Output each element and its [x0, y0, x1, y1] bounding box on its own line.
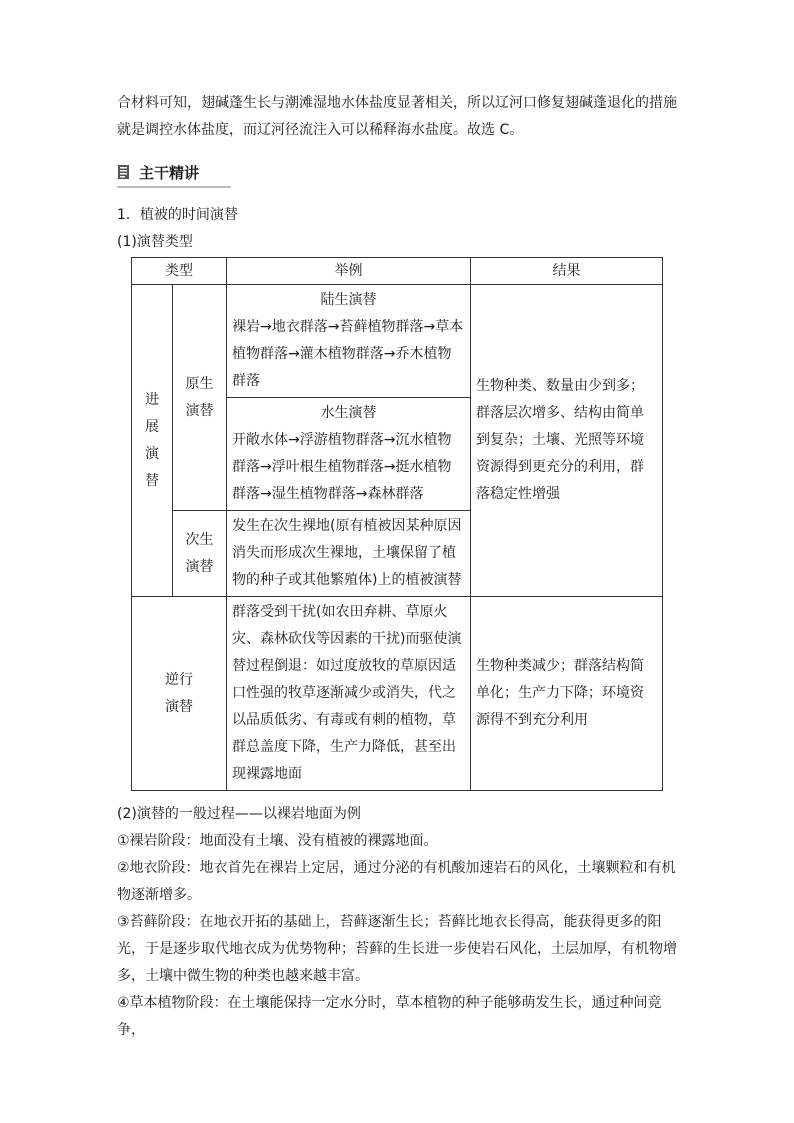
intro-line-1: 合材料可知，翅碱蓬生长与潮滩湿地水体盐度显著相关，所以辽河口修复翅碱蓬退化的措施 [117, 95, 677, 111]
progressive-result: 生物种类、数量由少到多；群落层次增多、结构由简单到复杂；土壤、光照等环境资源得到更充分的利用，群落稳定性增强 [471, 285, 663, 597]
header-type: 类型 [132, 258, 227, 285]
primary-label-text: 原生演替 [185, 375, 214, 419]
table-row [132, 285, 663, 398]
water-succession-text: 开敞水体→浮游植物群落→沉水植物群落→浮叶根生植物群落→挺水植物群落→湿生植物群落→森林群落 [232, 432, 452, 502]
heading-1-1: (1)演替类型 [117, 234, 193, 250]
table-row [132, 597, 663, 791]
land-succession-text: 裸岩→地衣群落→苔藓植物群落→草本植物群落→灌木植物群落→乔木植物群落 [232, 319, 464, 389]
heading-1: 1．植被的时间演替 [117, 207, 238, 223]
secondary-label-text: 次生演替 [185, 531, 214, 575]
section-header [117, 160, 231, 188]
stage-3: ③苔藓阶段：在地衣开拓的基础上，苔藓逐渐生长；苔藓比地衣长得高，能获得更多的阳光，于是逐步取代地衣成为优势物种；苔藓的生长进一步使岩石风化，土层加厚，有机物增多，土壤中微生物的种类也越来越丰富。 [117, 914, 677, 984]
progressive-label-text: 进展演替 [145, 391, 159, 489]
land-succession-title: 陆生演替 [320, 292, 377, 308]
retrogressive-label-text: 逆行演替 [165, 671, 193, 715]
secondary-text: 发生在次生裸地(原有植被因某种原因消失而形成次生裸地，土壤保留了植物的种子或其他繁殖体)上的植被演替 [227, 511, 471, 597]
table-header-row [132, 258, 663, 285]
header-example: 举例 [227, 258, 471, 285]
stage-4: ④草本植物阶段：在土壤能保持一定水分时，草本植物的种子能够萌发生长，通过种间竞争， [117, 995, 662, 1038]
water-succession-title: 水生演替 [320, 405, 377, 421]
retrogressive-result: 生物种类减少；群落结构简单化；生产力下降；环境资源得不到充分利用 [471, 597, 663, 791]
secondary-label [173, 511, 227, 597]
book-icon [117, 164, 131, 180]
progressive-label [132, 285, 173, 597]
water-succession-cell [227, 398, 471, 511]
retrogressive-label [132, 597, 227, 791]
intro-line-2: 就是调控水体盐度，而辽河径流注入可以稀释海水盐度。故选 C。 [117, 122, 524, 138]
heading-1-2: (2)演替的一般过程——以裸岩地面为例 [117, 806, 361, 822]
section-title: 主干精讲 [139, 164, 200, 182]
succession-types-table [131, 257, 663, 791]
header-result: 结果 [471, 258, 663, 285]
land-succession-cell [227, 285, 471, 398]
retrogressive-text: 群落受到干扰(如农田弃耕、草原火灾、森林砍伐等因素的干扰)而驱使演替过程倒退：如过度放牧的草原因适口性强的牧草逐渐减少或消失，代之以品质低劣、有毒或有刺的植物，草群总盖度下降，生产力降低，甚至出现裸露地面 [227, 597, 471, 791]
stage-2: ②地衣阶段：地衣首先在裸岩上定居，通过分泌的有机酸加速岩石的风化，土壤颗粒和有机物逐渐增多。 [117, 860, 676, 903]
primary-label [173, 285, 227, 511]
stage-1: ①裸岩阶段：地面没有土壤、没有植被的裸露地面。 [117, 833, 438, 849]
